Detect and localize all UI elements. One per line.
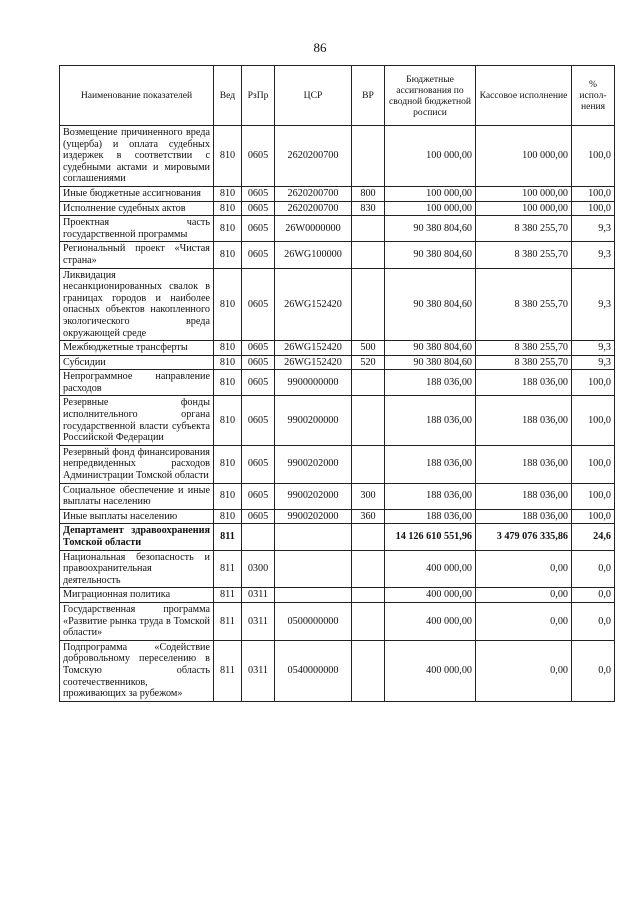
cell-cash: 188 036,00	[476, 483, 572, 509]
cell-ved: 810	[214, 268, 242, 341]
cell-rzpr: 0605	[242, 126, 275, 187]
cell-vr: 800	[352, 186, 385, 201]
cell-pct: 100,0	[572, 396, 615, 445]
cell-vr: 500	[352, 341, 385, 356]
cell-cash: 100 000,00	[476, 201, 572, 216]
cell-budget: 90 380 804,60	[385, 355, 476, 370]
table-row	[60, 126, 615, 187]
cell-cash: 188 036,00	[476, 509, 572, 524]
cell-budget: 188 036,00	[385, 509, 476, 524]
cell-name: Межбюджетные трансферты	[60, 341, 214, 356]
cell-ved: 810	[214, 355, 242, 370]
cell-budget: 188 036,00	[385, 396, 476, 445]
cell-name: Резервные фонды исполнительного органа государственной власти субъекта Российской Федерации	[60, 396, 214, 445]
cell-cash: 8 380 255,70	[476, 341, 572, 356]
header-cash: Кассовое исполнение	[476, 66, 572, 126]
cell-csr	[275, 550, 352, 588]
cell-rzpr: 0605	[242, 483, 275, 509]
header-pct: % испол-нения	[572, 66, 615, 126]
cell-csr: 0540000000	[275, 640, 352, 701]
cell-csr: 26WG152420	[275, 355, 352, 370]
cell-pct: 100,0	[572, 483, 615, 509]
cell-csr: 9900000000	[275, 370, 352, 396]
cell-vr	[352, 242, 385, 268]
cell-rzpr: 0605	[242, 268, 275, 341]
cell-budget: 90 380 804,60	[385, 268, 476, 341]
cell-name: Подпрограмма «Содействие добровольному переселению в Томскую область соотечественников, проживающих за рубежом»	[60, 640, 214, 701]
cell-csr: 9900202000	[275, 509, 352, 524]
cell-rzpr: 0605	[242, 242, 275, 268]
cell-rzpr: 0605	[242, 396, 275, 445]
cell-ved: 811	[214, 524, 242, 550]
table-row	[60, 186, 615, 201]
cell-name: Резервный фонд финансирования непредвиденных расходов Администрации Томской области	[60, 445, 214, 483]
cell-name: Миграционная политика	[60, 588, 214, 603]
cell-name: Возмещение причиненного вреда (ущерба) и оплата судебных издержек в соответствии с судебными актами и мировыми соглашениями	[60, 126, 214, 187]
cell-rzpr: 0605	[242, 201, 275, 216]
cell-vr: 300	[352, 483, 385, 509]
cell-csr	[275, 524, 352, 550]
cell-ved: 810	[214, 483, 242, 509]
cell-pct: 9,3	[572, 341, 615, 356]
header-rzpr: РзПр	[242, 66, 275, 126]
cell-rzpr: 0605	[242, 341, 275, 356]
cell-vr	[352, 396, 385, 445]
cell-pct: 9,3	[572, 216, 615, 242]
cell-name: Иные бюджетные ассигнования	[60, 186, 214, 201]
table-body	[60, 126, 615, 702]
cell-csr	[275, 588, 352, 603]
table-row	[60, 242, 615, 268]
cell-cash: 100 000,00	[476, 186, 572, 201]
header-vr: ВР	[352, 66, 385, 126]
header-ved: Вед	[214, 66, 242, 126]
cell-budget: 14 126 610 551,96	[385, 524, 476, 550]
cell-ved: 810	[214, 445, 242, 483]
cell-pct: 0,0	[572, 640, 615, 701]
cell-vr: 520	[352, 355, 385, 370]
table-header-row	[60, 66, 615, 126]
cell-budget: 188 036,00	[385, 370, 476, 396]
header-name: Наименование показателей	[60, 66, 214, 126]
cell-vr	[352, 445, 385, 483]
cell-ved: 811	[214, 588, 242, 603]
cell-rzpr: 0605	[242, 355, 275, 370]
cell-budget: 100 000,00	[385, 126, 476, 187]
cell-cash: 8 380 255,70	[476, 268, 572, 341]
table-row	[60, 370, 615, 396]
cell-ved: 810	[214, 509, 242, 524]
cell-cash: 0,00	[476, 640, 572, 701]
cell-cash: 8 380 255,70	[476, 216, 572, 242]
cell-budget: 90 380 804,60	[385, 216, 476, 242]
table-row	[60, 483, 615, 509]
cell-pct: 100,0	[572, 509, 615, 524]
cell-budget: 100 000,00	[385, 186, 476, 201]
cell-vr	[352, 126, 385, 187]
cell-pct: 0,0	[572, 602, 615, 640]
cell-pct: 100,0	[572, 186, 615, 201]
cell-vr	[352, 370, 385, 396]
cell-name: Государственная программа «Развитие рынка труда в Томской области»	[60, 602, 214, 640]
cell-csr: 26WG152420	[275, 268, 352, 341]
cell-vr	[352, 602, 385, 640]
cell-ved: 810	[214, 216, 242, 242]
table-row	[60, 550, 615, 588]
table-row	[60, 396, 615, 445]
cell-cash: 100 000,00	[476, 126, 572, 187]
cell-rzpr: 0605	[242, 186, 275, 201]
cell-ved: 811	[214, 640, 242, 701]
cell-cash: 188 036,00	[476, 445, 572, 483]
cell-ved: 811	[214, 550, 242, 588]
cell-ved: 810	[214, 126, 242, 187]
table-row	[60, 355, 615, 370]
table-row	[60, 588, 615, 603]
cell-budget: 188 036,00	[385, 483, 476, 509]
cell-pct: 9,3	[572, 268, 615, 341]
cell-name: Иные выплаты населению	[60, 509, 214, 524]
cell-budget: 188 036,00	[385, 445, 476, 483]
header-csr: ЦСР	[275, 66, 352, 126]
table-row	[60, 341, 615, 356]
cell-pct: 100,0	[572, 445, 615, 483]
cell-pct: 24,6	[572, 524, 615, 550]
table-row	[60, 524, 615, 550]
cell-rzpr: 0605	[242, 370, 275, 396]
cell-rzpr: 0311	[242, 602, 275, 640]
cell-vr	[352, 550, 385, 588]
page-number: 86	[313, 40, 327, 55]
cell-name: Ликвидация несанкционированных свалок в границах городов и наиболее опасных объектов накопленного экологического вреда окружающей среде	[60, 268, 214, 341]
cell-cash: 188 036,00	[476, 396, 572, 445]
cell-csr: 0500000000	[275, 602, 352, 640]
cell-pct: 9,3	[572, 242, 615, 268]
cell-budget: 400 000,00	[385, 640, 476, 701]
cell-csr: 9900202000	[275, 483, 352, 509]
cell-ved: 810	[214, 201, 242, 216]
cell-pct: 100,0	[572, 370, 615, 396]
cell-rzpr: 0605	[242, 445, 275, 483]
cell-rzpr: 0605	[242, 216, 275, 242]
cell-rzpr: 0311	[242, 588, 275, 603]
cell-csr: 2620200700	[275, 201, 352, 216]
table-row	[60, 602, 615, 640]
cell-vr	[352, 268, 385, 341]
cell-ved: 810	[214, 341, 242, 356]
cell-ved: 810	[214, 370, 242, 396]
cell-cash: 0,00	[476, 550, 572, 588]
cell-rzpr: 0605	[242, 509, 275, 524]
cell-name: Департамент здравоохранения Томской области	[60, 524, 214, 550]
cell-cash: 188 036,00	[476, 370, 572, 396]
table-row	[60, 268, 615, 341]
cell-vr	[352, 588, 385, 603]
cell-name: Региональный проект «Чистая страна»	[60, 242, 214, 268]
cell-vr: 360	[352, 509, 385, 524]
cell-budget: 100 000,00	[385, 201, 476, 216]
header-budget: Бюджетные ассигнования по сводной бюджетной росписи	[385, 66, 476, 126]
cell-cash: 0,00	[476, 588, 572, 603]
cell-cash: 8 380 255,70	[476, 242, 572, 268]
cell-vr	[352, 640, 385, 701]
table-row	[60, 445, 615, 483]
cell-budget: 400 000,00	[385, 588, 476, 603]
table-row	[60, 640, 615, 701]
cell-cash: 0,00	[476, 602, 572, 640]
cell-budget: 400 000,00	[385, 550, 476, 588]
cell-name: Национальная безопасность и правоохранительная деятельность	[60, 550, 214, 588]
cell-rzpr: 0300	[242, 550, 275, 588]
cell-vr	[352, 524, 385, 550]
cell-budget: 90 380 804,60	[385, 341, 476, 356]
cell-name: Непрограммное направление расходов	[60, 370, 214, 396]
cell-budget: 90 380 804,60	[385, 242, 476, 268]
cell-cash: 8 380 255,70	[476, 355, 572, 370]
cell-ved: 810	[214, 186, 242, 201]
cell-rzpr	[242, 524, 275, 550]
cell-name: Социальное обеспечение и иные выплаты населению	[60, 483, 214, 509]
cell-rzpr: 0311	[242, 640, 275, 701]
cell-csr: 2620200700	[275, 126, 352, 187]
table-row	[60, 216, 615, 242]
cell-pct: 100,0	[572, 126, 615, 187]
table-row	[60, 509, 615, 524]
cell-pct: 9,3	[572, 355, 615, 370]
cell-name: Исполнение судебных актов	[60, 201, 214, 216]
cell-csr: 26W0000000	[275, 216, 352, 242]
budget-execution-table	[59, 65, 615, 702]
cell-budget: 400 000,00	[385, 602, 476, 640]
cell-ved: 810	[214, 242, 242, 268]
cell-csr: 2620200700	[275, 186, 352, 201]
cell-pct: 100,0	[572, 201, 615, 216]
cell-pct: 0,0	[572, 550, 615, 588]
cell-csr: 9900200000	[275, 396, 352, 445]
cell-csr: 26WG152420	[275, 341, 352, 356]
cell-name: Проектная часть государственной программы	[60, 216, 214, 242]
cell-vr: 830	[352, 201, 385, 216]
cell-cash: 3 479 076 335,86	[476, 524, 572, 550]
cell-csr: 26WG100000	[275, 242, 352, 268]
cell-pct: 0,0	[572, 588, 615, 603]
cell-csr: 9900202000	[275, 445, 352, 483]
cell-vr	[352, 216, 385, 242]
cell-ved: 810	[214, 396, 242, 445]
table-row	[60, 201, 615, 216]
cell-name: Субсидии	[60, 355, 214, 370]
cell-ved: 811	[214, 602, 242, 640]
